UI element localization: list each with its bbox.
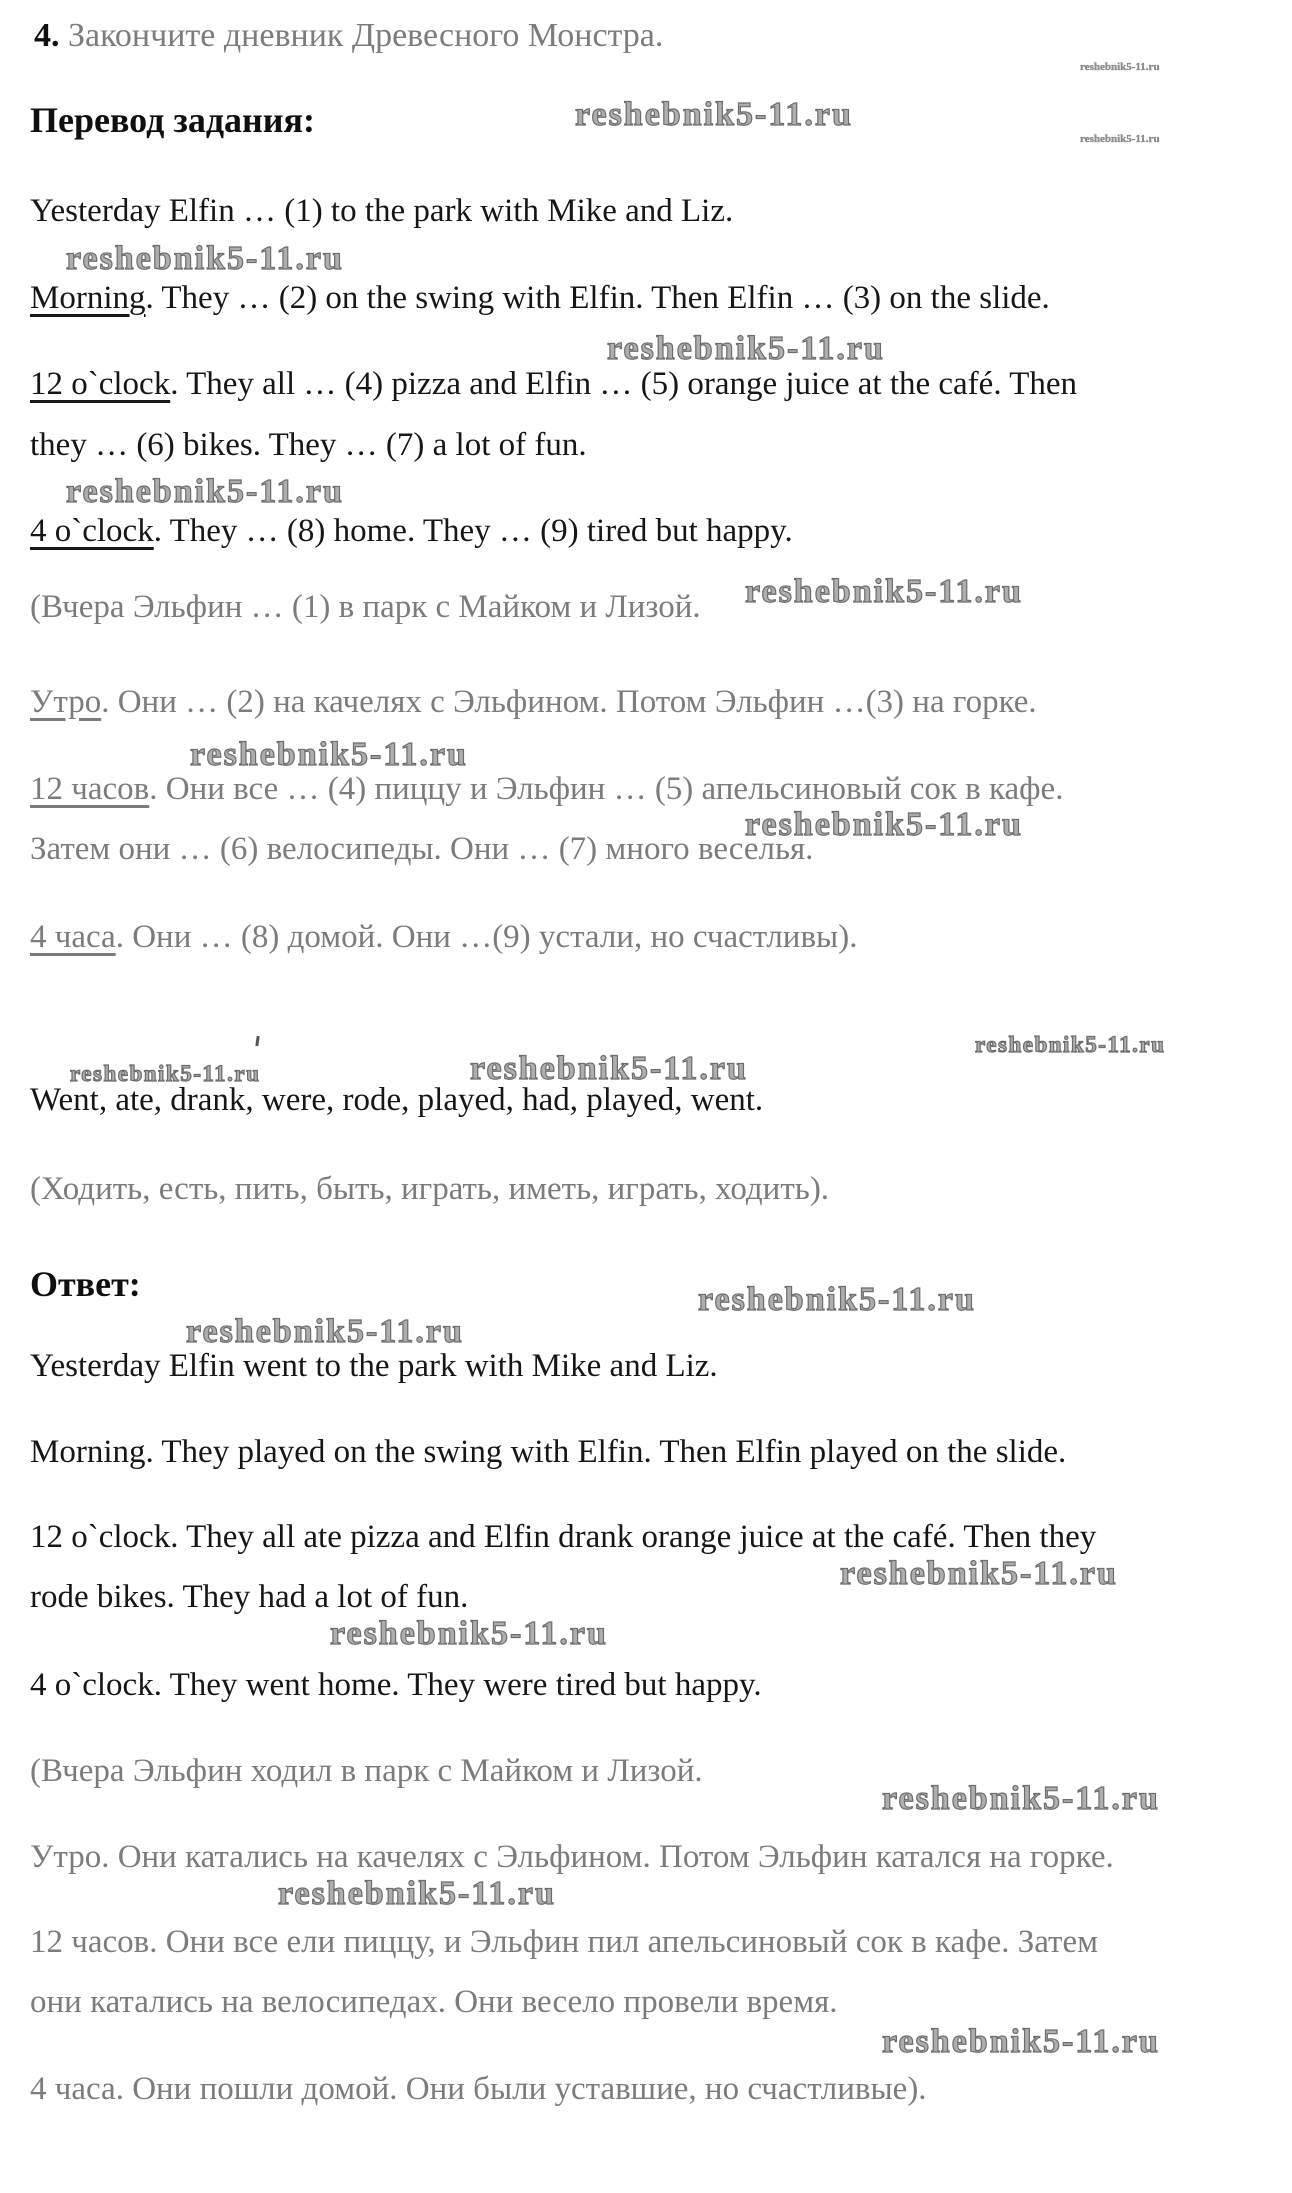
watermark: reshebnik5-11.ru [190, 736, 468, 773]
watermark: reshebnik5-11.ru [975, 1032, 1166, 1057]
task-ru-line-4: Затем они … (6) велосипеды. Они … (7) много веселья. [30, 831, 814, 867]
task-en-line-3-rest: . They all … (4) pizza and Elfin … (5) orange juice at the café. Then [170, 366, 1078, 402]
translation-label: Перевод задания: [30, 100, 315, 140]
task-en-line-2-time: Morning [30, 280, 146, 316]
task-number: 4. [34, 17, 60, 54]
task-ru-line-3 [30, 771, 1063, 809]
answer-ru-line-2: Утро. Они катались на качелях с Эльфином. Потом Эльфин катался на горке. [30, 1839, 1114, 1875]
task-header [34, 16, 663, 55]
watermark: reshebnik5-11.ru [745, 573, 1023, 610]
task-ru-line-3-time: 12 часов [30, 771, 150, 807]
answer-en-line-3: 12 o`clock. They all ate pizza and Elfin drank orange juice at the café. Then they [30, 1519, 1097, 1555]
watermark: reshebnik5-11.ru [882, 2023, 1160, 2060]
watermark: reshebnik5-11.ru [330, 1615, 608, 1652]
task-ru-line-5-rest: . Они … (8) домой. Они …(9) устали, но счастливы). [115, 919, 858, 955]
watermark: reshebnik5-11.ru [575, 96, 853, 133]
task-en-line-2-rest: . They … (2) on the swing with Elfin. Then Elfin … (3) on the slide. [145, 280, 1050, 316]
task-en-line-2 [30, 280, 1050, 318]
task-ru-line-1: (Вчера Эльфин … (1) в парк с Майком и Лизой. [30, 589, 701, 625]
watermark: reshebnik5-11.ru [840, 1555, 1118, 1592]
answer-en-line-4: rode bikes. They had a lot of fun. [30, 1579, 469, 1615]
task-ru-line-2 [30, 684, 1037, 722]
task-en-line-3-time: 12 o`clock [30, 366, 171, 402]
task-en-line-3 [30, 366, 1077, 404]
answer-label: Ответ: [30, 1264, 141, 1304]
word-bank-ru: (Ходить, есть, пить, быть, играть, иметь, играть, ходить). [30, 1171, 830, 1207]
task-title: Закончите дневник Древесного Монстра. [68, 17, 664, 54]
task-en-line-5-time: 4 o`clock [30, 513, 154, 549]
watermark: reshebnik5-11.ru [1080, 61, 1160, 73]
watermark: reshebnik5-11.ru [186, 1313, 464, 1350]
watermark: reshebnik5-11.ru [607, 330, 885, 367]
task-ru-line-3-rest: . Они все … (4) пиццу и Эльфин … (5) апельсиновый сок в кафе. [149, 771, 1064, 807]
word-bank-en: Went, ate, drank, were, rode, played, had, played, went. [30, 1082, 764, 1118]
task-en-line-1: Yesterday Elfin … (1) to the park with Mike and Liz. [30, 193, 734, 229]
watermark: reshebnik5-11.ru [745, 806, 1023, 843]
watermark: reshebnik5-11.ru [70, 1061, 261, 1086]
task-en-line-4: they … (6) bikes. They … (7) a lot of fun. [30, 427, 587, 463]
task-ru-line-5 [30, 919, 857, 957]
watermark: reshebnik5-11.ru [698, 1281, 976, 1318]
task-ru-line-2-time: Утро [30, 684, 102, 720]
task-en-line-5 [30, 513, 793, 551]
task-en-line-5-rest: . They … (8) home. They … (9) tired but happy. [153, 513, 793, 549]
task-ru-line-5-time: 4 часа [30, 919, 116, 955]
answer-en-line-2: Morning. They played on the swing with Elfin. Then Elfin played on the slide. [30, 1434, 1067, 1470]
stray-tick-mark [255, 1036, 259, 1046]
answer-ru-line-1: (Вчера Эльфин ходил в парк с Майком и Лизой. [30, 1753, 703, 1789]
watermark: reshebnik5-11.ru [470, 1050, 748, 1087]
task-ru-line-2-rest: . Они … (2) на качелях с Эльфином. Потом Эльфин …(3) на горке. [101, 684, 1037, 720]
answer-en-line-5: 4 o`clock. They went home. They were tired but happy. [30, 1667, 762, 1703]
answer-ru-line-3: 12 часов. Они все ели пиццу, и Эльфин пил апельсиновый сок в кафе. Затем [30, 1924, 1099, 1960]
answer-en-line-1: Yesterday Elfin went to the park with Mike and Liz. [30, 1348, 718, 1384]
watermark: reshebnik5-11.ru [278, 1875, 556, 1912]
answer-ru-line-5: 4 часа. Они пошли домой. Они были уставшие, но счастливые). [30, 2071, 927, 2107]
watermark: reshebnik5-11.ru [66, 473, 344, 510]
watermark: reshebnik5-11.ru [66, 240, 344, 277]
answer-ru-line-4: они катались на велосипедах. Они весело провели время. [30, 1984, 838, 2020]
watermark: reshebnik5-11.ru [882, 1780, 1160, 1817]
watermark: reshebnik5-11.ru [1080, 133, 1160, 145]
